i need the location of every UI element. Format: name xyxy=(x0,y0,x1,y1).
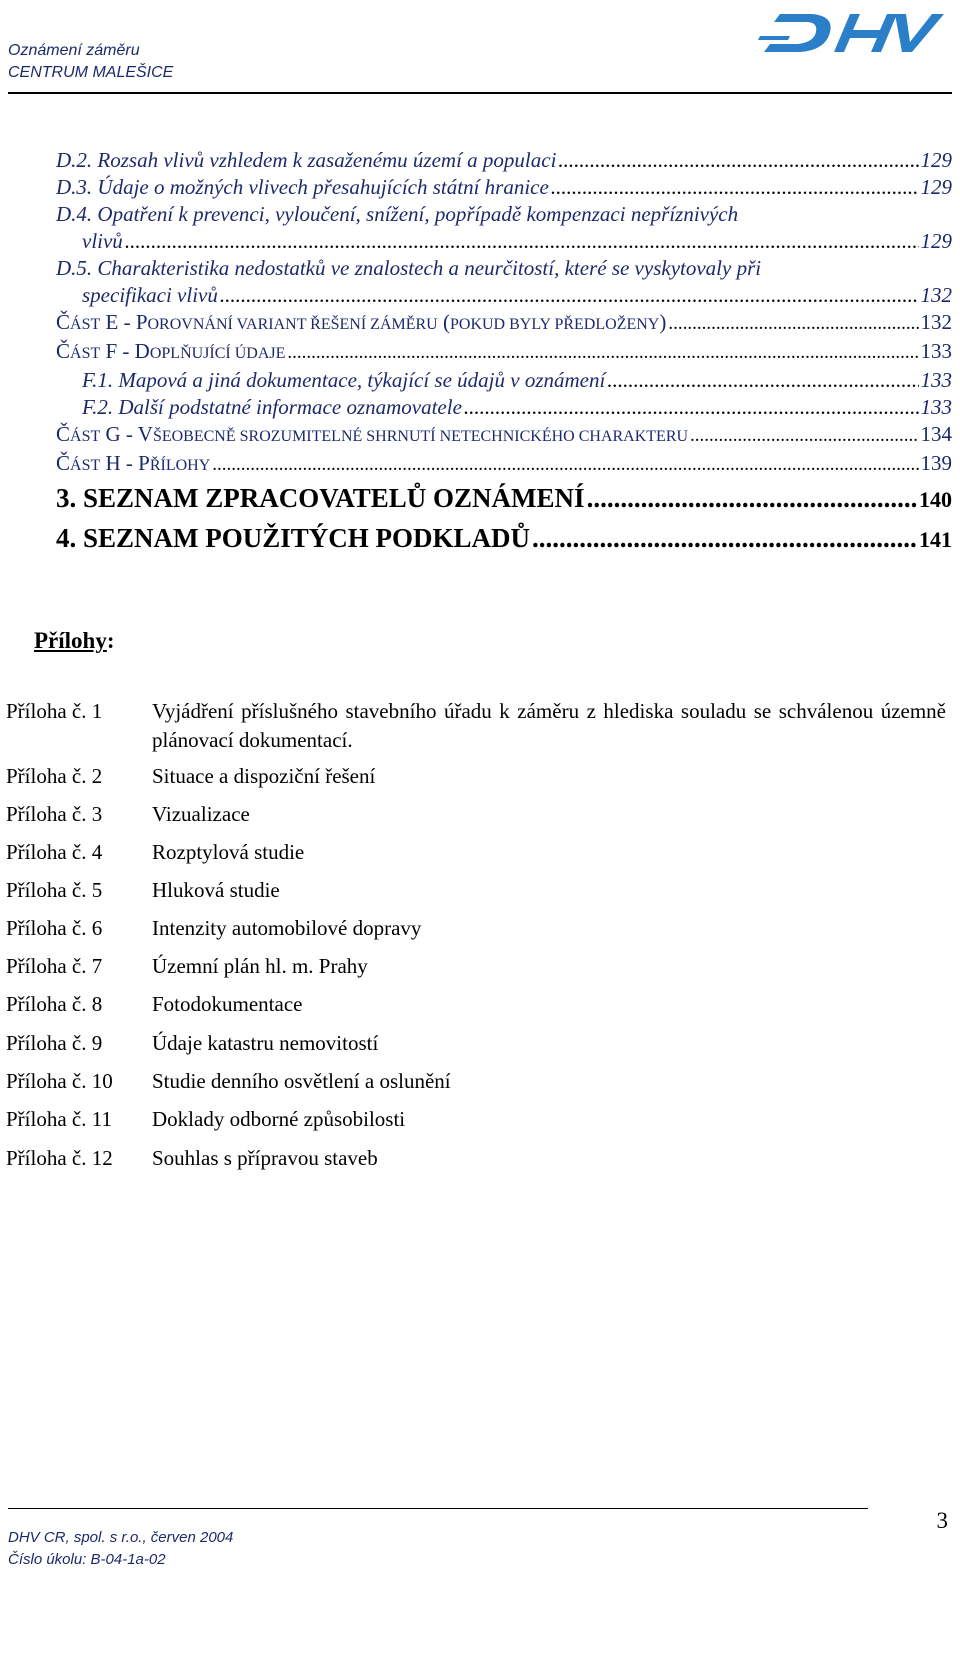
dhv-logo xyxy=(750,2,950,64)
toc-page-number: 139 xyxy=(920,451,952,475)
toc-entry-d4[interactable] xyxy=(34,228,952,255)
toc-leader-dots xyxy=(690,422,918,449)
toc-leader-dots xyxy=(212,451,918,478)
page-number: 3 xyxy=(936,1508,948,1533)
toc-entry-f1[interactable] xyxy=(34,367,952,394)
page-footer xyxy=(8,1527,233,1571)
attachment-label: Příloha č. 3 xyxy=(6,802,103,826)
attachment-text: Studie denního osvětlení a oslunění xyxy=(152,1069,451,1093)
toc-page-number: 129 xyxy=(920,148,952,172)
toc-leader-dots xyxy=(287,339,918,366)
toc-entry-label: F.2. Další podstatné informace oznamovatele xyxy=(82,395,462,419)
toc-entry-label: D.2. Rozsah vlivů vzhledem k zasaženému území a populaci xyxy=(56,148,557,172)
attachment-label: Příloha č. 2 xyxy=(6,764,103,788)
toc-entry-label: ČÁST E - POROVNÁNÍ VARIANT ŘEŠENÍ ZÁMĚRU (POKUD BYLY PŘEDLOŽENY) xyxy=(56,310,667,334)
attachment-label: Příloha č. 1 xyxy=(6,699,103,723)
attachment-text: Vyjádření příslušného stavebního úřadu k záměru z hlediska souladu se schválenou územně plánovací dokumentací. xyxy=(152,699,946,752)
toc-page-number: 132 xyxy=(920,310,952,334)
attachment-text: Situace a dispoziční řešení xyxy=(152,764,376,788)
toc-entry-section-3[interactable] xyxy=(34,479,952,519)
toc-entry-label: F.1. Mapová a jiná dokumentace, týkající se údajů v oznámení xyxy=(82,368,606,392)
attachment-text: Intenzity automobilové dopravy xyxy=(152,916,422,940)
footer-task-number: Číslo úkolu: B-04-1a-02 xyxy=(8,1551,166,1568)
toc-page-number: 141 xyxy=(919,527,952,552)
toc-entry-d3[interactable] xyxy=(34,174,952,201)
toc-entry-label: ČÁST F - DOPLŇUJÍCÍ ÚDAJE xyxy=(56,339,286,363)
attachment-label: Příloha č. 12 xyxy=(6,1146,113,1170)
toc-entry-part-g[interactable] xyxy=(34,421,952,450)
toc-page-number: 129 xyxy=(920,229,952,253)
header-doc-type: Oznámení záměru xyxy=(8,42,140,59)
attachment-text: Souhlas s přípravou staveb xyxy=(152,1146,378,1170)
toc-entry-section-4[interactable] xyxy=(34,519,952,559)
toc-leader-dots xyxy=(668,310,918,337)
toc-entry-label: ČÁST H - PŘÍLOHY xyxy=(56,451,211,475)
attachment-label: Příloha č. 8 xyxy=(6,992,103,1016)
toc-leader-dots xyxy=(607,367,918,394)
toc-entry-part-h[interactable] xyxy=(34,450,952,479)
attachment-text: Fotodokumentace xyxy=(152,992,303,1016)
attachment-text: Hluková studie xyxy=(152,878,280,902)
dhv-logo-mark xyxy=(758,14,944,52)
footer-company-date: DHV CR, spol. s r.o., červen 2004 xyxy=(8,1529,234,1546)
toc-page-number: 133 xyxy=(920,368,952,392)
page-header xyxy=(8,40,952,95)
toc-leader-dots xyxy=(558,147,918,174)
toc-entry-label: 3. SEZNAM ZPRACOVATELŮ OZNÁMENÍ xyxy=(56,483,585,513)
toc-entry-label: specifikaci vlivů xyxy=(82,283,218,307)
toc-entry-d2[interactable] xyxy=(34,147,952,174)
attachment-label: Příloha č. 10 xyxy=(6,1069,113,1093)
toc-page-number: 134 xyxy=(920,422,952,446)
toc-entry-label: ČÁST G - VŠEOBECNĚ SROZUMITELNÉ SHRNUTÍ NETECHNICKÉHO CHARAKTERU xyxy=(56,422,689,446)
attachments-heading: Přílohy: xyxy=(34,628,115,653)
toc-page-number: 132 xyxy=(920,283,952,307)
attachment-label: Příloha č. 4 xyxy=(6,840,103,864)
toc-page-number: 133 xyxy=(920,395,952,419)
toc-entry-part-f[interactable] xyxy=(34,338,952,367)
attachment-text: Údaje katastru nemovitostí xyxy=(152,1031,379,1055)
table-of-contents xyxy=(34,147,952,559)
attachment-label: Příloha č. 11 xyxy=(6,1107,112,1131)
toc-leader-dots xyxy=(532,519,917,557)
toc-page-number: 133 xyxy=(920,339,952,363)
toc-entry-d5-line1[interactable]: D.5. Charakteristika nedostatků ve znalostech a neurčitostí, které se vyskytovaly při xyxy=(56,256,762,280)
attachment-text: Doklady odborné způsobilosti xyxy=(152,1107,406,1131)
toc-entry-f2[interactable] xyxy=(34,394,952,421)
toc-entry-label: vlivů xyxy=(82,229,123,253)
toc-entry-label: 4. SEZNAM POUŽITÝCH PODKLADŮ xyxy=(56,523,531,553)
attachment-text: Územní plán hl. m. Prahy xyxy=(152,954,368,978)
toc-entry-d4-line1[interactable]: D.4. Opatření k prevenci, vyloučení, snížení, popřípadě kompenzaci nepříznivých xyxy=(56,202,739,226)
attachment-item xyxy=(6,697,946,755)
toc-leader-dots xyxy=(587,479,917,517)
attachment-text: Vizualizace xyxy=(152,802,250,826)
toc-leader-dots xyxy=(464,394,919,421)
header-rule xyxy=(8,92,952,94)
toc-leader-dots xyxy=(220,282,919,309)
attachment-text: Rozptylová studie xyxy=(152,840,305,864)
toc-page-number: 140 xyxy=(919,487,952,512)
toc-entry-label: D.3. Údaje o možných vlivech přesahujících státní hranice xyxy=(56,175,549,199)
attachment-label: Příloha č. 9 xyxy=(6,1031,103,1055)
attachment-label: Příloha č. 5 xyxy=(6,878,103,902)
toc-leader-dots xyxy=(551,174,919,201)
header-project-name: CENTRUM MALEŠICE xyxy=(8,64,174,81)
toc-entry-d5[interactable] xyxy=(34,282,952,309)
attachment-label: Příloha č. 7 xyxy=(6,954,103,978)
toc-leader-dots xyxy=(125,228,919,255)
footer-rule xyxy=(8,1508,868,1509)
attachment-label: Příloha č. 6 xyxy=(6,916,103,940)
toc-entry-part-e[interactable] xyxy=(34,309,952,338)
toc-page-number: 129 xyxy=(920,175,952,199)
